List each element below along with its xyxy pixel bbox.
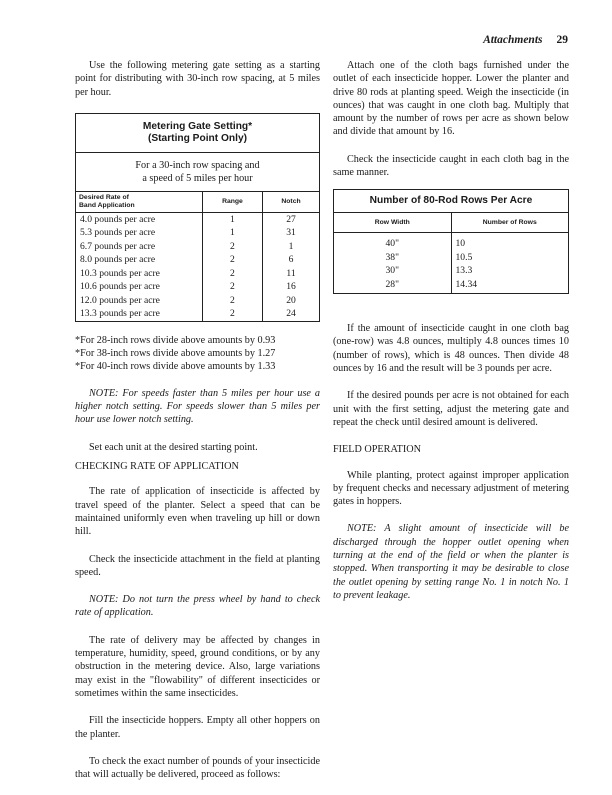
- discharge-note: NOTE: A slight amount of insecticide will be discharged through the hopper outlet opening when turning at the end of the field or when the planter is stopped. When transporting it may be desirable to close the outlet opening by setting range No. 1 in notch No. 1 to prevent leakage.: [333, 523, 569, 601]
- left-column: [75, 59, 320, 795]
- notch-cell: 20: [263, 294, 320, 308]
- notch-cell: 31: [263, 226, 320, 240]
- right-column: [333, 59, 569, 616]
- notch-cell: 6: [263, 253, 320, 267]
- row-count-cell: 10: [451, 233, 569, 251]
- exact-check-paragraph: To check the exact number of pounds of your insecticide that will actually be delivered, proceed as follows:: [75, 755, 320, 781]
- speed-note: NOTE: For speeds faster than 5 miles per hour use a higher notch setting. For speeds slower than 5 miles per hour use lower notch setting.: [75, 387, 320, 426]
- table-row: [76, 307, 320, 321]
- notch-cell: 1: [263, 240, 320, 254]
- column-header-range: Range: [202, 191, 262, 212]
- column-header-notch: Notch: [263, 191, 320, 212]
- metering-gate-table-title: [76, 113, 320, 152]
- table-title-line: (Starting Point Only): [147, 133, 248, 145]
- column-header-number-of-rows: Number of Rows: [451, 212, 569, 232]
- not-obtained-paragraph: If the desired pounds per acre is not obtained for each unit with the first setting, adjust the metering gate and repeat the check until desired amount is delivered.: [333, 390, 569, 428]
- table-row: [76, 226, 320, 240]
- column-header-row-width: Row Width: [334, 212, 452, 232]
- example-paragraph: If the amount of insecticide caught in one cloth bag (one-row) was 4.8 ounces, multiply 4.8 ounces times 10 (number of rows), which is 48 ounces. Then divide 48 ounces by 16 and the result will be 3 pounds per acre.: [333, 323, 569, 375]
- press-wheel-note: NOTE: Do not turn the press wheel by hand to check rate of application.: [75, 594, 320, 619]
- set-unit-paragraph: Set each unit at the desired starting point.: [89, 441, 258, 453]
- rows-per-acre-table: [333, 189, 569, 294]
- intro-paragraph: Use the following metering gate setting as a starting point for distributing with 30-inch row spacing, at 5 miles per hour.: [75, 60, 320, 98]
- fill-hoppers-paragraph: Fill the insecticide hoppers. Empty all other hoppers on the planter.: [75, 715, 320, 740]
- planting-paragraph: While planting, protect against improper application by frequent checks and necessary adjustment of metering gates in hoppers.: [333, 469, 569, 508]
- range-cell: 2: [202, 294, 262, 308]
- range-cell: 2: [202, 253, 262, 267]
- column-header-desired-rate: [76, 191, 203, 212]
- rate-cell: 12.0 pounds per acre: [76, 294, 203, 308]
- rate-cell: 4.0 pounds per acre: [76, 212, 203, 226]
- footnote: *For 28-inch rows divide above amounts by 0.93: [75, 334, 276, 346]
- table-row: [76, 280, 320, 294]
- attach-bags-paragraph: Attach one of the cloth bags furnished under the outlet of each insecticide hopper. Lower the planter and drive 80 rods at planting speed. Weigh the insecticide (in ounces) that was caught in one cloth bag. Multiply that amount by the number of rows per acre as shown below and divide that amount by 16.: [333, 60, 569, 138]
- range-cell: 2: [202, 267, 262, 281]
- notch-cell: 27: [263, 212, 320, 226]
- row-width-cell: 28": [334, 278, 452, 294]
- row-count-cell: 13.3: [451, 264, 569, 278]
- rate-cell: 13.3 pounds per acre: [76, 307, 203, 321]
- table-row: [334, 264, 569, 278]
- footnote: *For 40-inch rows divide above amounts by 1.33: [75, 360, 276, 372]
- table-title-line: Metering Gate Setting*: [142, 120, 253, 132]
- rate-cell: 6.7 pounds per acre: [76, 240, 203, 254]
- range-cell: 1: [202, 226, 262, 240]
- section-heading-field-operation: FIELD OPERATION: [333, 444, 422, 456]
- row-width-cell: 40": [334, 233, 452, 251]
- check-bag-paragraph: Check the insecticide caught in each cloth bag in the same manner.: [333, 153, 569, 179]
- notch-cell: 16: [263, 280, 320, 294]
- table-row: [334, 278, 569, 294]
- rate-cell: 5.3 pounds per acre: [76, 226, 203, 240]
- table-row: [76, 294, 320, 308]
- row-width-cell: 30": [334, 264, 452, 278]
- row-width-cell: 38": [334, 251, 452, 265]
- page-number: 29: [556, 34, 568, 46]
- table-row: [76, 267, 320, 281]
- table-footnotes: [75, 334, 320, 373]
- rate-cell: 8.0 pounds per acre: [76, 253, 203, 267]
- rate-paragraph: The rate of application of insecticide is affected by travel speed of the planter. Select a speed that can be maintained uniformly even when traveling up hill or down hill.: [75, 486, 320, 538]
- row-count-cell: 14.34: [451, 278, 569, 294]
- rate-cell: 10.3 pounds per acre: [76, 267, 203, 281]
- notch-cell: 11: [263, 267, 320, 281]
- notch-cell: 24: [263, 307, 320, 321]
- column-header-line: Band Application: [79, 201, 135, 209]
- metering-gate-table-subtitle: [76, 152, 320, 191]
- table-subtitle-line: a speed of 5 miles per hour: [142, 172, 253, 184]
- check-paragraph: Check the insecticide attachment in the field at planting speed.: [75, 553, 320, 578]
- table-row: [76, 212, 320, 226]
- row-count-cell: 10.5: [451, 251, 569, 265]
- column-header-line: Desired Rate of: [79, 193, 129, 201]
- table-row: [76, 240, 320, 254]
- delivery-paragraph: The rate of delivery may be affected by changes in temperature, humidity, speed, ground conditions, or by any obstruction in the metering device. Also, large variations may exist in the "flowability" of different insecticides or sometimes within the same insecticides.: [75, 634, 320, 699]
- range-cell: 2: [202, 240, 262, 254]
- range-cell: 2: [202, 307, 262, 321]
- table-row: [334, 233, 569, 251]
- table-row: [334, 251, 569, 265]
- rows-per-acre-table-title: Number of 80-Rod Rows Per Acre: [334, 190, 569, 213]
- section-heading-checking-rate: CHECKING RATE OF APPLICATION: [75, 461, 239, 473]
- header-title: Attachments: [483, 34, 543, 46]
- range-cell: 1: [202, 212, 262, 226]
- running-header: [483, 34, 568, 46]
- metering-gate-table: [75, 113, 320, 322]
- table-subtitle-line: For a 30-inch row spacing and: [135, 159, 260, 171]
- table-row: [76, 253, 320, 267]
- rate-cell: 10.6 pounds per acre: [76, 280, 203, 294]
- range-cell: 2: [202, 280, 262, 294]
- footnote: *For 38-inch rows divide above amounts by 1.27: [75, 347, 276, 359]
